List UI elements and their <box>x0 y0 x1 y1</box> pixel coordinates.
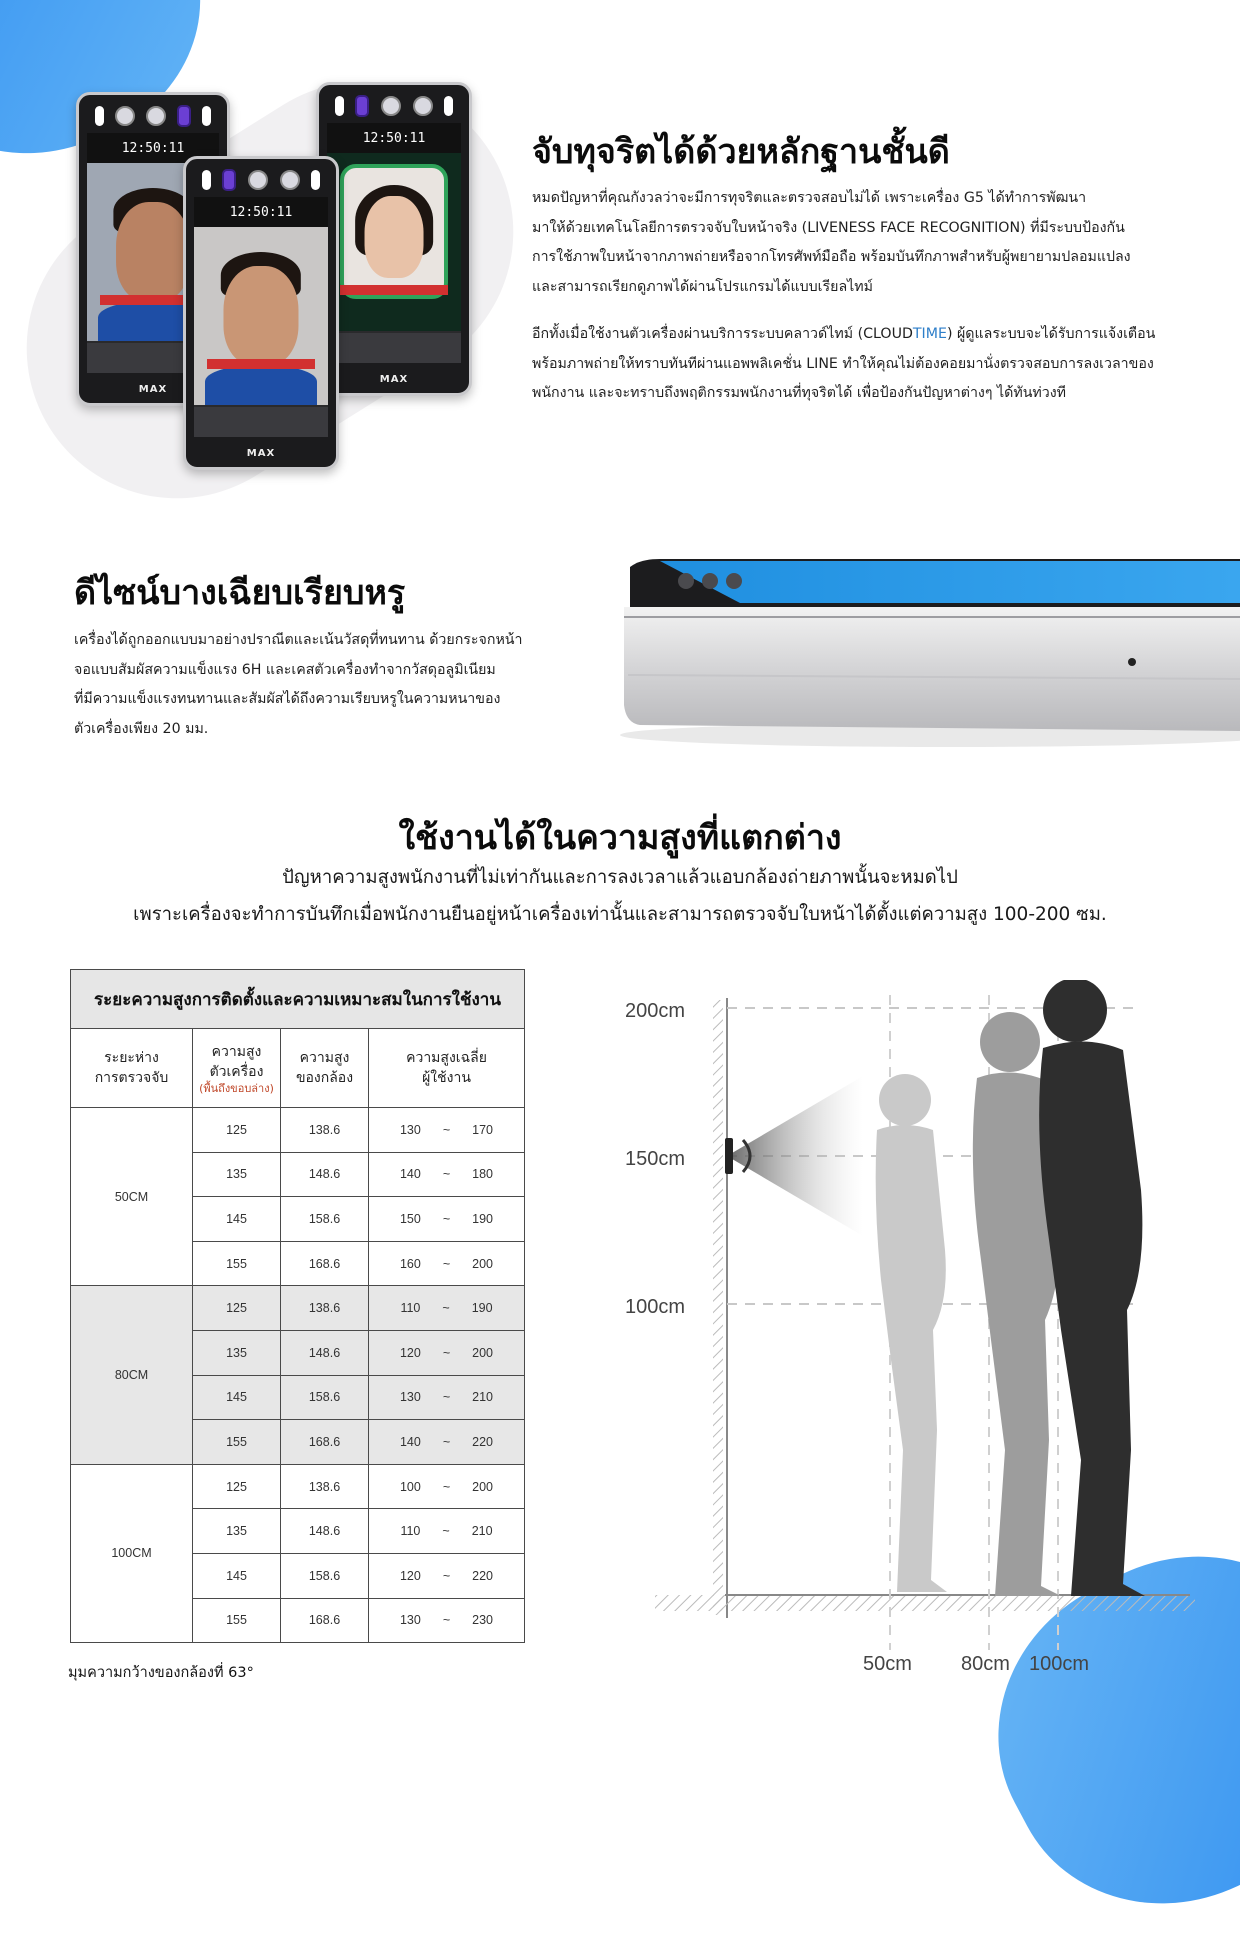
distance-label-100: 100cm <box>1029 1653 1090 1675</box>
device-height-cell: 145 <box>193 1553 281 1598</box>
paragraph-cloudtime <box>532 320 1222 409</box>
user-height-range-cell <box>369 1420 525 1465</box>
user-height-range-cell <box>369 1286 525 1331</box>
camera-height-cell: 138.6 <box>281 1108 369 1153</box>
range-max: 200 <box>472 1256 494 1271</box>
range-separator: ~ <box>442 1479 451 1494</box>
range-separator: ~ <box>442 1256 451 1271</box>
distance-label-50: 50cm <box>863 1653 912 1675</box>
header-distance: ระยะห่าง การตรวจจับ <box>71 1029 193 1108</box>
range-min: 140 <box>399 1167 421 1182</box>
device-height-cell: 125 <box>193 1464 281 1509</box>
range-separator: ~ <box>442 1568 451 1583</box>
range-max: 170 <box>472 1122 494 1137</box>
camera-height-cell: 168.6 <box>281 1241 369 1286</box>
range-min: 120 <box>399 1345 421 1360</box>
device-height-cell: 145 <box>193 1375 281 1420</box>
distance-cell: 50CM <box>71 1108 193 1286</box>
range-min: 110 <box>400 1524 421 1539</box>
device-height-cell: 155 <box>193 1241 281 1286</box>
table-title: ระยะความสูงการติดตั้งและความเหมาะสมในการใช้งาน <box>71 970 525 1029</box>
range-separator: ~ <box>442 1301 450 1316</box>
device-brand: MAX <box>138 384 168 395</box>
text-line: พร้อมภาพถ่ายให้ทราบทันทีผ่านแอพพลิเคชั่น LINE ทำให้คุณไม่ต้องคอยมานั่งตรวจสอบการลงเวลาของ <box>532 355 1154 372</box>
range-max: 200 <box>472 1479 494 1494</box>
camera-height-cell: 148.6 <box>281 1330 369 1375</box>
range-separator: ~ <box>442 1167 451 1182</box>
range-max: 190 <box>471 1301 493 1316</box>
range-max: 210 <box>472 1390 494 1405</box>
camera-height-cell: 138.6 <box>281 1464 369 1509</box>
range-separator: ~ <box>442 1345 451 1360</box>
range-min: 130 <box>399 1122 421 1137</box>
range-separator: ~ <box>442 1524 450 1539</box>
table-row <box>71 1286 525 1331</box>
user-height-range-cell <box>369 1464 525 1509</box>
text-line: ที่มีความแข็งแรงทนทานและสัมผัสได้ถึงความเรียบหรูในความหนาของ <box>74 691 501 707</box>
height-label-100: 100cm <box>625 1296 686 1318</box>
height-diagram <box>615 980 1215 1680</box>
user-height-range-cell <box>369 1241 525 1286</box>
screen-clock: 12:50:11 <box>194 197 328 227</box>
device-height-cell: 135 <box>193 1509 281 1554</box>
device-height-cell: 125 <box>193 1108 281 1153</box>
text-line: ตัวเครื่องเพียง 20 มม. <box>74 720 209 737</box>
camera-height-cell: 148.6 <box>281 1509 369 1554</box>
table-row <box>71 1464 525 1509</box>
device-sensor-icon <box>196 167 326 193</box>
header-user-height: ความสูงเฉลี่ย ผู้ใช้งาน <box>369 1029 525 1108</box>
paragraph-liveness <box>532 184 1222 302</box>
person-silhouette-short <box>876 1074 947 1592</box>
user-height-range-cell <box>369 1509 525 1554</box>
device-height-cell: 145 <box>193 1197 281 1242</box>
range-separator: ~ <box>442 1613 451 1628</box>
range-max: 220 <box>472 1568 494 1583</box>
range-min: 100 <box>399 1479 421 1494</box>
device-photo-middle <box>183 156 339 470</box>
camera-height-cell: 168.6 <box>281 1598 369 1643</box>
camera-height-cell: 138.6 <box>281 1286 369 1331</box>
range-min: 110 <box>400 1301 421 1316</box>
device-height-cell: 135 <box>193 1330 281 1375</box>
range-min: 130 <box>399 1613 421 1628</box>
distance-label-80: 80cm <box>961 1653 1010 1675</box>
range-max: 220 <box>472 1434 494 1449</box>
device-height-cell: 155 <box>193 1598 281 1643</box>
section-title-height: ใช้งานได้ในความสูงที่แตกต่าง <box>398 818 842 858</box>
header-device-height-note: (พื้นถึงขอบล่าง) <box>199 1081 274 1095</box>
range-min: 130 <box>399 1390 421 1405</box>
camera-field-of-view <box>727 1076 863 1236</box>
camera-height-cell: 158.6 <box>281 1197 369 1242</box>
cloudtime-highlight: TIME <box>912 326 947 342</box>
installation-height-table <box>70 969 525 1643</box>
device-brand: MAX <box>246 448 276 459</box>
height-label-200: 200cm <box>625 1000 686 1022</box>
range-max: 230 <box>472 1613 494 1628</box>
screen-clock: 12:50:11 <box>327 123 461 153</box>
range-separator: ~ <box>442 1390 451 1405</box>
device-sensor-icon <box>89 103 217 129</box>
subtitle-height-2: เพราะเครื่องจะทำการบันทึกเมื่อพนักงานยืนอยู่หน้าเครื่องเท่านั้นและสามารถตรวจจับใบหน้าได้ตั้งแต่ความสูง 100-200 ซม. <box>133 904 1107 925</box>
user-height-range-cell <box>369 1598 525 1643</box>
camera-height-cell: 168.6 <box>281 1420 369 1465</box>
header-camera-height: ความสูง ของกล้อง <box>281 1029 369 1108</box>
range-separator: ~ <box>442 1434 451 1449</box>
device-height-cell: 125 <box>193 1286 281 1331</box>
device-photo-right <box>316 82 472 396</box>
range-max: 190 <box>472 1211 494 1226</box>
text-line: อีกทั้งเมื่อใช้งานตัวเครื่องผ่านบริการระบบคลาวด์ไทม์ (CLOUDTIME) ผู้ดูแลระบบจะได้รับการแจ้งเตือน <box>532 326 1156 342</box>
camera-icon <box>725 1138 733 1174</box>
user-height-range-cell <box>369 1553 525 1598</box>
range-max: 180 <box>472 1167 494 1182</box>
device-brand: MAX <box>379 374 409 385</box>
text-line: และสามารถเรียกดูภาพได้ผ่านโปรแกรมได้แบบเรียลไทม์ <box>532 278 873 295</box>
range-max: 200 <box>472 1345 494 1360</box>
camera-height-cell: 158.6 <box>281 1375 369 1420</box>
device-height-cell: 135 <box>193 1152 281 1197</box>
text-line: มาให้ด้วยเทคโนโลยีการตรวจจับใบหน้าจริง (LIVENESS FACE RECOGNITION) ที่มีระบบป้องกัน <box>532 219 1125 236</box>
header-device-height: ความสูง ตัวเครื่อง (พื้นถึงขอบล่าง) <box>193 1029 281 1108</box>
text-line: พนักงาน และจะทราบถึงพฤติกรรมพนักงานที่ทุจริตได้ เพื่อป้องกันปัญหาต่างๆ ได้ทันท่วงที <box>532 385 1066 401</box>
section-title-design: ดีไซน์บางเฉียบเรียบหรู <box>74 573 406 613</box>
device-photos <box>76 82 476 472</box>
device-side-photo <box>620 555 1240 755</box>
range-min: 120 <box>399 1568 421 1583</box>
camera-height-cell: 148.6 <box>281 1152 369 1197</box>
screen-clock: 12:50:11 <box>87 133 219 163</box>
distance-cell: 100CM <box>71 1464 193 1642</box>
paragraph-design <box>74 626 594 744</box>
camera-height-cell: 158.6 <box>281 1553 369 1598</box>
height-label-150: 150cm <box>625 1148 686 1170</box>
device-sensor-icon <box>329 93 459 119</box>
device-height-cell: 155 <box>193 1420 281 1465</box>
range-separator: ~ <box>442 1211 451 1226</box>
table-row <box>71 1108 525 1153</box>
text-line: เครื่องได้ถูกออกแบบมาอย่างปราณีตและเน้นวัสดุที่ทนทาน ด้วยกระจกหน้า <box>74 632 523 648</box>
range-max: 210 <box>471 1524 493 1539</box>
user-height-range-cell <box>369 1330 525 1375</box>
user-height-range-cell <box>369 1197 525 1242</box>
camera-angle-note: มุมความกว้างของกล้องที่ 63° <box>68 1665 254 1681</box>
distance-cell: 80CM <box>71 1286 193 1464</box>
text-line: การใช้ภาพใบหน้าจากภาพถ่ายหรือจากโทรศัพท์มือถือ พร้อมบันทึกภาพสำหรับผู้พยายามปลอมแปลง <box>532 249 1131 265</box>
text-line: หมดปัญหาที่คุณกังวลว่าจะมีการทุจริตและตรวจสอบไม่ได้ เพราะเครื่อง G5 ได้ทำการพัฒนา <box>532 190 1087 206</box>
subtitle-height-1: ปัญหาความสูงพนักงานที่ไม่เท่ากันและการลงเวลาแล้วแอบกล้องถ่ายภาพนั้นจะหมดไป <box>282 867 958 888</box>
section-title-fraud: จับทุจริตได้ด้วยหลักฐานชั้นดี <box>532 132 950 172</box>
user-height-range-cell <box>369 1108 525 1153</box>
range-separator: ~ <box>442 1122 451 1137</box>
user-height-range-cell <box>369 1152 525 1197</box>
range-min: 150 <box>399 1211 421 1226</box>
text-line: จอแบบสัมผัสความแข็งแรง 6H และเคสตัวเครื่องทำจากวัสดุอลูมิเนียม <box>74 661 496 678</box>
range-min: 160 <box>399 1256 421 1271</box>
user-height-range-cell <box>369 1375 525 1420</box>
range-min: 140 <box>399 1434 421 1449</box>
